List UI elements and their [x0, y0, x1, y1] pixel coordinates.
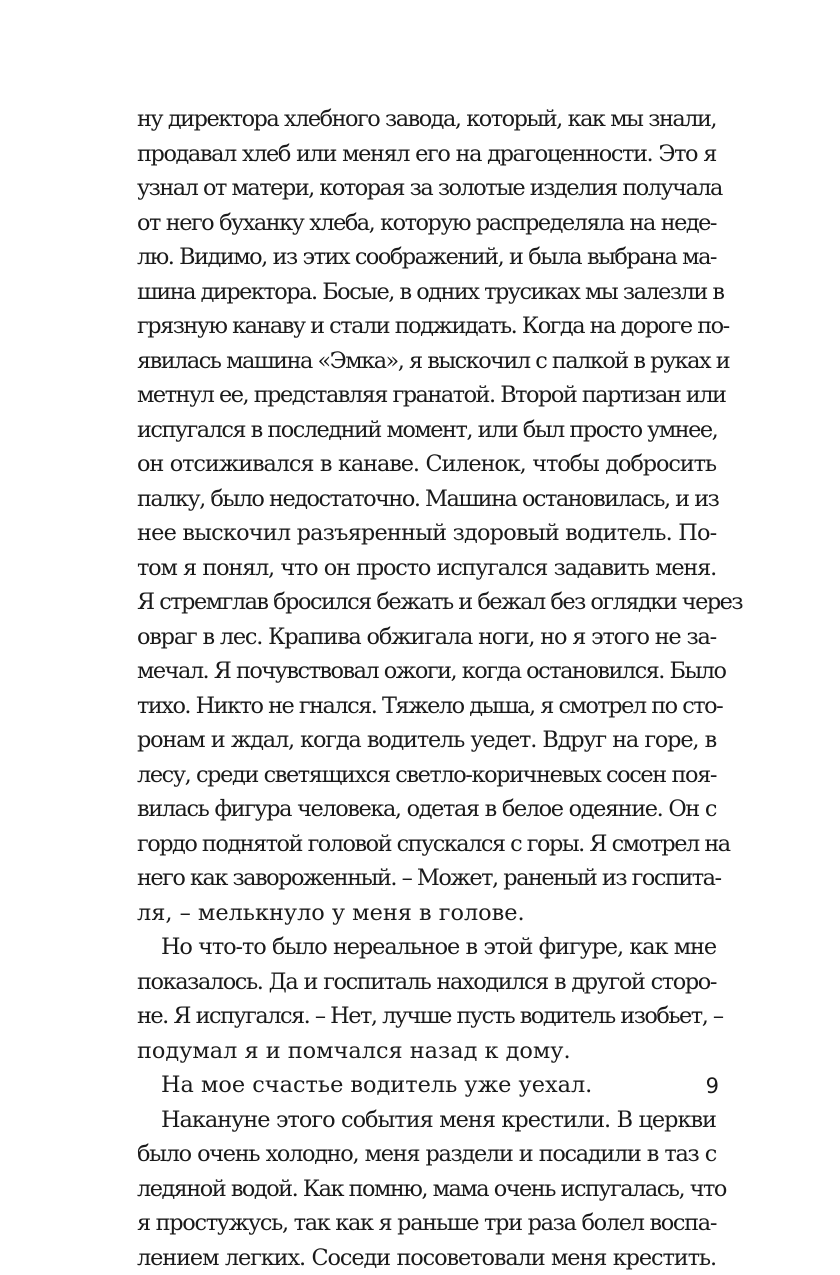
text-line: тихо. Никто не гнался. Тяжело дыша, я смотрел по сто- — [137, 689, 716, 724]
text-line: гордо поднятой головой спускался с горы. Я смотрел на — [137, 827, 716, 862]
text-line: Я стремглав бросился бежать и бежал без оглядки через — [137, 585, 716, 620]
paragraph — [137, 102, 716, 930]
text-line: овраг в лес. Крапива обжигала ноги, но я этого не за- — [137, 620, 716, 655]
text-line: На мое счастье водитель уже уехал. — [137, 1068, 716, 1103]
text-line: нее выскочил разъяренный здоровый водитель. По- — [137, 516, 716, 551]
paragraph — [137, 930, 716, 1068]
text-line: я простужусь, так как я раньше три раза болел воспа- — [137, 1206, 716, 1241]
text-line: продавал хлеб или менял его на драгоценности. Это я — [137, 137, 716, 172]
page-number: 9 — [697, 1074, 719, 1098]
text-line: явилась машина «Эмка», я выскочил с палкой в руках и — [137, 344, 716, 379]
text-line: мечал. Я почувствовал ожоги, когда остановился. Было — [137, 654, 716, 689]
text-line: ну директора хлебного завода, который, как мы знали, — [137, 102, 716, 137]
text-line: было очень холодно, меня раздели и посадили в таз с — [137, 1137, 716, 1172]
text-line: показалось. Да и госпиталь находился в другой сторо- — [137, 965, 716, 1000]
text-line: от него буханку хлеба, которую распределяла на неде- — [137, 206, 716, 241]
text-line: не. Я испугался. – Нет, лучше пусть водитель изобьет, – — [137, 999, 716, 1034]
text-line: том я понял, что он просто испугался задавить меня. — [137, 551, 716, 586]
text-line: испугался в последний момент, или был просто умнее, — [137, 413, 716, 448]
paragraph — [137, 1103, 716, 1275]
text-line: он отсиживался в канаве. Силенок, чтобы добросить — [137, 447, 716, 482]
text-line: него как завороженный. – Может, раненый из госпита- — [137, 861, 716, 896]
text-line: метнул ее, представляя гранатой. Второй партизан или — [137, 378, 716, 413]
text-line: лением легких. Соседи посоветовали меня крестить. — [137, 1241, 716, 1275]
body-text — [137, 102, 716, 1275]
text-line: ля, – мелькнуло у меня в голове. — [137, 896, 716, 931]
text-line: палку, было недостаточно. Машина остановилась, и из — [137, 482, 716, 517]
paragraph — [137, 1068, 716, 1103]
text-line: ронам и ждал, когда водитель уедет. Вдруг на горе, в — [137, 723, 716, 758]
text-line: ледяной водой. Как помню, мама очень испугалась, что — [137, 1172, 716, 1207]
text-line: узнал от матери, которая за золотые изделия получала — [137, 171, 716, 206]
text-line: подумал я и помчался назад к дому. — [137, 1034, 716, 1069]
text-line: Накануне этого события меня крестили. В церкви — [137, 1103, 716, 1138]
text-line: Но что-то было нереальное в этой фигуре, как мне — [137, 930, 716, 965]
text-line: грязную канаву и стали поджидать. Когда на дороге по- — [137, 309, 716, 344]
text-line: лесу, среди светящихся светло-коричневых сосен поя- — [137, 758, 716, 793]
text-line: лю. Видимо, из этих соображений, и была выбрана ма- — [137, 240, 716, 275]
text-line: вилась фигура человека, одетая в белое одеяние. Он с — [137, 792, 716, 827]
text-line: шина директора. Босые, в одних трусиках мы залезли в — [137, 275, 716, 310]
